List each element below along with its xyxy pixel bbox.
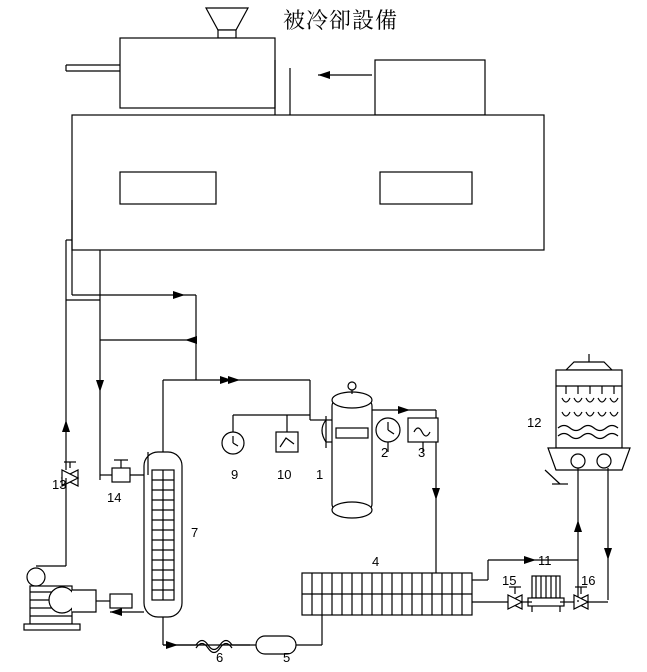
valve-14-icon (100, 460, 148, 482)
label-condenser: 4 (372, 554, 380, 569)
condenser-unit (302, 573, 472, 615)
label-valve-15: 15 (502, 573, 517, 588)
page-title: 被冷卻設備 (283, 9, 399, 34)
label-capillary-coil: 6 (216, 650, 224, 665)
label-pressure-gauge: 2 (381, 445, 389, 460)
chilled-water-pump (24, 568, 132, 630)
label-valve-14: 14 (107, 490, 122, 505)
compressor-unit (322, 382, 372, 518)
evaporator-unit (144, 452, 182, 617)
cooling-tower-unit (545, 354, 630, 484)
label-controller: 3 (418, 445, 426, 460)
label-control-box: 10 (277, 467, 292, 482)
label-compressor: 1 (316, 467, 324, 482)
valve-16-icon (574, 587, 588, 609)
label-thermometer: 9 (231, 467, 239, 482)
valve-15-icon (508, 587, 522, 609)
label-filter-drier: 5 (283, 650, 291, 665)
label-valve-16: 16 (581, 573, 596, 588)
label-valve-13: 13 (52, 477, 67, 492)
cooling-water-pump (528, 576, 564, 612)
label-evaporator: 7 (191, 525, 199, 540)
hopper-icon (206, 8, 248, 38)
control-box-icon (276, 415, 298, 452)
label-pump: 11 (538, 553, 552, 568)
capillary-coil-icon (196, 641, 232, 653)
label-cooling-tower: 12 (527, 415, 542, 430)
